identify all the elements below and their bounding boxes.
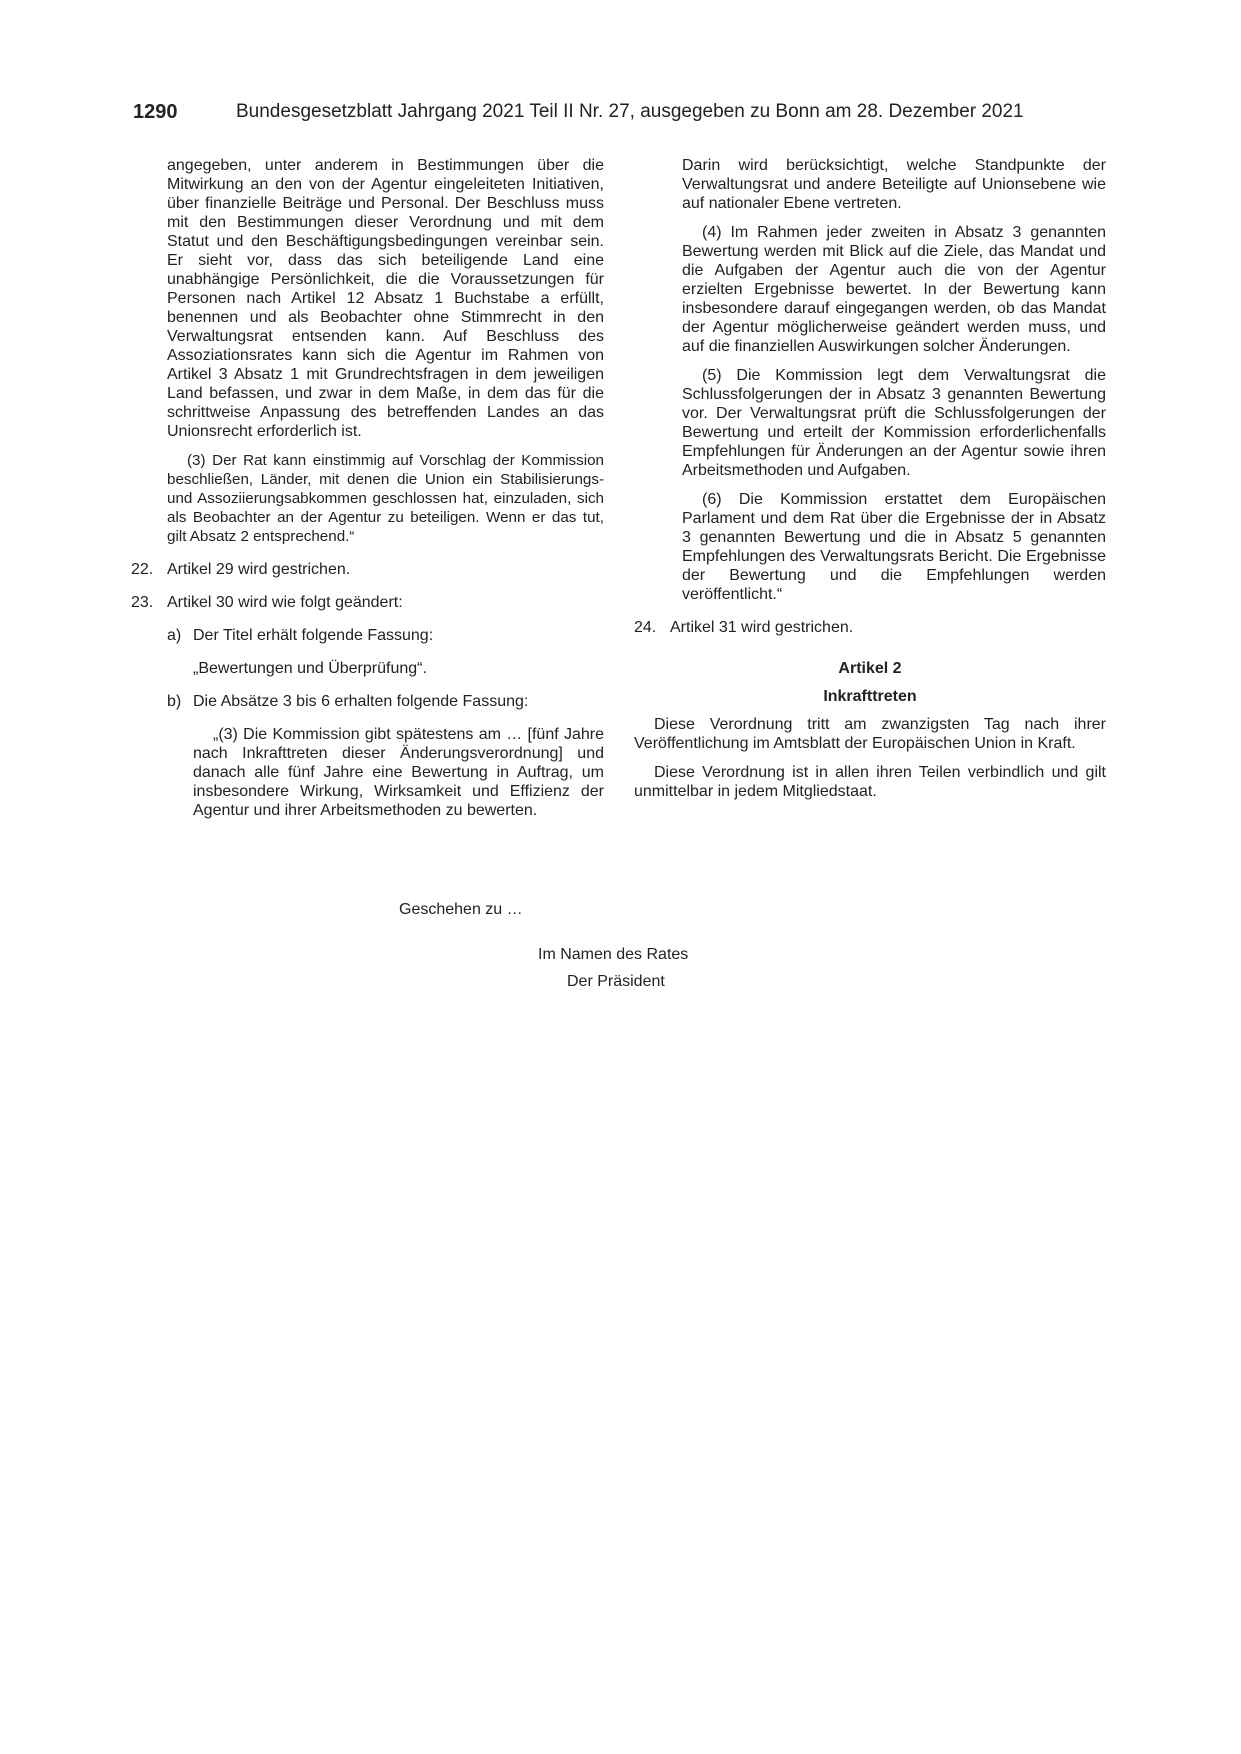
paragraph-4: (4) Im Rahmen jeder zweiten in Absatz 3 genannten Bewertung werden mit Blick auf die Ziele, das Mandat und die Aufgaben der Agentur auch die von der Agentur erzielten Ergebnisse bewertet. In der Bewertung kann insbesondere darauf eingegangen werden, ob das Mandat der Agentur möglicherweise geändert werden muss, und auf die finanziellen Auswirkungen solcher Änderungen. xyxy=(682,224,1106,355)
sub-item-text: Der Titel erhält folgende Fassung: xyxy=(193,627,434,644)
page-header xyxy=(133,100,1113,130)
running-title: Bundesgesetzblatt Jahrgang 2021 Teil II Nr. 27, ausgegeben zu Bonn am 28. Dezember 2021 xyxy=(236,101,1024,122)
sub-item-a-quote: „Bewertungen und Überprüfung“. xyxy=(193,660,427,677)
left-column xyxy=(131,156,604,820)
left-paragraph-continued: angegeben, unter anderem in Bestimmungen über die Mitwirkung an den von der Agentur eingeleiteten Initiativen, über finanzielle Beiträge und Personal. Der Beschluss muss mit den Bestimmungen dieser Verordnung und mit dem Statut und den Beschäftigungsbedingungen vereinbar sein. Er sieht vor, dass das sich beteiligende Land eine unabhängige Persönlichkeit, die die Voraussetzungen für Personen nach Artikel 12 Absatz 1 Buchstabe a erfüllt, benennen und als Beobachter ohne Stimmrecht in den Verwaltungsrat entsenden kann. Auf Beschluss des Assoziationsrates kann sich die Agentur im Rahmen von Artikel 3 Absatz 1 mit Grundrechtsfragen in dem jeweiligen Land befassen, und zwar in dem Maße, in dem das für die schrittweise Anpassung des betreffenden Landes an das Unionsrecht erforderlich ist. xyxy=(167,157,604,440)
right-paragraph-continued: Darin wird berücksichtigt, welche Standpunkte der Verwaltungsrat und andere Beteiligte auf Unionsebene wie auf nationaler Ebene vertreten. xyxy=(682,157,1106,212)
paragraph-6: (6) Die Kommission erstattet dem Europäischen Parlament und dem Rat über die Ergebnisse der in Absatz 3 genannten Bewertung und die in Absatz 5 genannten Empfehlungen des Verwaltungsrats Bericht. Die Ergebnisse der Bewertung und die Empfehlungen werden veröffentlicht.“ xyxy=(682,491,1106,603)
item-number: 22. xyxy=(131,561,154,578)
sub-item-b xyxy=(167,692,604,711)
item-number: 24. xyxy=(634,619,657,636)
paragraph-3-observers: (3) Der Rat kann einstimmig auf Vorschlag der Kommission beschließen, Länder, mit denen die Union ein Stabilisierungs- und Assoziierungsabkommen geschlossen hat, einzuladen, sich als Beobachter an der Agentur zu beteiligen. Wenn er das tut, gilt Absatz 2 entsprechend.“ xyxy=(167,452,604,545)
item-text: Artikel 31 wird gestrichen. xyxy=(670,619,854,636)
on-behalf-of-council: Im Namen des Rates xyxy=(538,946,689,963)
sub-item-label: a) xyxy=(167,627,182,644)
article-body-1: Diese Verordnung tritt am zwanzigsten Tag nach ihrer Veröffentlichung im Amtsblatt der Europäischen Union in Kraft. xyxy=(634,716,1106,752)
item-text: Artikel 30 wird wie folgt geändert: xyxy=(167,594,403,611)
sub-item-text: Die Absätze 3 bis 6 erhalten folgende Fassung: xyxy=(193,693,529,710)
item-text: Artikel 29 wird gestrichen. xyxy=(167,561,351,578)
president-signature-line: Der Präsident xyxy=(567,973,665,990)
list-item-23 xyxy=(131,593,604,612)
sub-item-label: b) xyxy=(167,693,182,710)
article-body-2: Diese Verordnung ist in allen ihren Teilen verbindlich und gilt unmittelbar in jedem Mitgliedstaat. xyxy=(634,764,1106,800)
article-title: Inkrafttreten xyxy=(823,688,917,705)
list-item-22 xyxy=(131,560,604,579)
page-number: 1290 xyxy=(133,101,178,123)
item-number: 23. xyxy=(131,594,154,611)
done-at: Geschehen zu … xyxy=(399,901,523,918)
sub-item-b-quote: „(3) Die Kommission gibt spätestens am … [fünf Jahre nach Inkrafttreten dieser Änderungsverordnung] und danach alle fünf Jahre eine Bewertung in Auftrag, um insbesondere Wirkung, Wirksamkeit und Effizienz der Agentur und ihrer Arbeitsmethoden zu bewerten. xyxy=(193,726,604,819)
list-item-24 xyxy=(634,618,1106,637)
article-number: Artikel 2 xyxy=(838,660,902,677)
paragraph-5: (5) Die Kommission legt dem Verwaltungsrat die Schlussfolgerungen der in Absatz 3 genannten Bewertung vor. Der Verwaltungsrat prüft die Schlussfolgerungen der Bewertung und erteilt der Kommission erforderlichenfalls Empfehlungen für Änderungen an der Agentur sowie ihren Arbeitsmethoden und Aufgaben. xyxy=(682,367,1106,479)
right-column xyxy=(634,156,1106,801)
sub-item-a xyxy=(167,626,604,645)
